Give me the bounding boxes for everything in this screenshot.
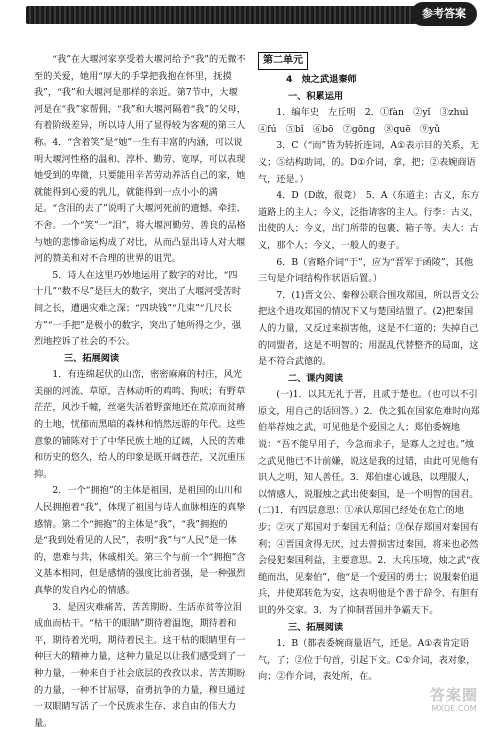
- section-heading: 二、课内阅读: [288, 372, 344, 384]
- paragraph: 6．B（省略介词“于”，应为“晋军于函陵”，其他三句是介词结构作状语后置。）: [258, 256, 474, 285]
- paragraph: 1．有连绵起伏的山峦，密密麻麻的村庄，风光美丽的河流、草原，吉林动听的鸡鸣、狗吠；有野草茫茫，风沙千幢，丝毫失活着野蛮地还在荒凉而贫瘠的土地，忧郁而黑暗的森林和悄然远游的年代。这些意象的铺陈对于了中华民族土地的辽阔，人民的苦难和历史的悠久，给人的印象是既开阔苍茫，又沉重压抑。: [34, 369, 246, 480]
- watermark-url: MXQE.COM: [431, 704, 477, 713]
- header-decor-band: [26, 6, 436, 24]
- right-column: [258, 52, 480, 686]
- section-heading: 三、拓展阅读: [64, 352, 120, 364]
- paragraph: 3．C（“而”皆为转折连词，A①表示目的关系，无义；⑤结构助词，的。D①介词，拿，把；②表婉商语气，还是。）: [258, 140, 479, 185]
- watermark: [416, 686, 492, 716]
- lesson-title: 4 烛之武退秦师: [286, 74, 357, 85]
- paragraph: 7．(1)晋文公、秦穆公联合围攻郑国，所以晋文公把这个进攻郑国的情况下又与楚国结盟了。(2)把秦国人的力量，又反过来损害他，这是不仁道的；失掉自己的同盟者，这是不明智的；用混乱代替整齐的局面，这是不符合武德的。: [258, 289, 479, 368]
- paragraph: 1．编年史 左丘明 2．①fàn ②yǐ ③zhuì ④fú ⑤bǐ ⑥bō ⑦gōng ⑧quē ⑨yǔ: [258, 107, 478, 135]
- paragraph: 5．诗人在这里巧妙地运用了数字的对比，“四十几”“数不尽”是巨大的数字，突出了大堰河受苦时间之长，遭遇灾难之深；“四块钱”“几束”“几尺长方”“一手把”是极小的数字，突出了她所得之少，强烈地控诉了社会的不公。: [34, 269, 242, 348]
- watermark-logo-text: 答案圈: [429, 686, 478, 704]
- paragraph: 1．B（都表委婉商量语气，还是。A①表肯定语气，了；②位于句首，引起下文。C①介词，表对象，向；②作介词，表处所，在。: [258, 638, 476, 683]
- page-header: [0, 0, 500, 36]
- paragraph: 4．D（D敢，很竟） 5．A（东道主：古义，东方道路上的主人；今义，泛指请客的主人。行李：古义，出使的人；今义，出门所带的包裹、箱子等。夫人：古义，那个人；今义，一般人的妻子。: [258, 190, 480, 251]
- paragraph: 3．是因灾难痛苦、苦苦期盼、生活赤贫等泣泪成血而枯干。“枯干的眼睛”期待着温饱，期待着和平，期待着光明，期待着民主。这干枯的眼睛里有一种巨大的精神力量，这种力量足以让我们感受到了一种力量，一种来自于社会底层的孜孜以求、苦苦期盼的力量，一种不甘屈辱，奋勇抗争的力量，穆旦通过一双眼睛写活了一个民族求生存、求自由的伟大力量。: [34, 601, 246, 729]
- paragraph: 2．一个“拥抱”的主体是祖国，是祖国的山川和人民拥抱着“我”，体现了祖国与诗人血脉相连的真挚感情。第二个“拥抱”的主体是“我”，“我”拥抱的是“我到处看见的人民”，表明“我”与“人民”是一体的，患难与共，休戚相关。第三个与前一个“拥抱”含义基本相同，但是感情的强度比前者强，是一种强烈真挚的发自内心的情感。: [34, 485, 246, 596]
- section-heading: 一、积累运用: [288, 90, 344, 102]
- left-column: [34, 52, 246, 732]
- paragraph: “我”在大堰河家享受着大堰河给予“我”的无微不至的关爱，她用“厚大的手掌把我抱在怀里，抚摸我”，“我”和大堰河是那样的亲近。第7节中，大堰河是在“我”家帮佣，“我”和大堰河隔着“我”的父母，有着阶级差异，所以诗人用了显得较为客观的第三人称。4．“含着笑”是“她”一生有丰富的内涵，可以说明大堰河性格的温和、淳朴、勤劳、宽厚，可以表现她受到的卑微，只要能用辛苦劳动养活自己的家，她就能得到心爱的乳儿，就能得到一点小小的满足。“含泪的去了”说明了大堰河死前的遗憾、牵挂、不舍。一个“笑”一“泪”，将大堰河勤劳、善良的品格与她的悲惨命运构成了对比，从而凸显出诗人对大堰河的赞美和对不合理的世界的诅咒。: [34, 54, 246, 265]
- answer-tag: 参考答案: [411, 2, 477, 26]
- section-heading: 三、拓展阅读: [288, 621, 344, 633]
- paragraph: (一)1．以其无礼于晋，且贰于楚也。（也可以不引原文，用自己的话回答。）2．佚之狐在国家危难时向郑伯举荐烛之武，可见他是个爱国之人；郑伯委婉地说：“吾不能早用子，今急而求子，是寡人之过也。”烛之武见他已不计前嫌，说这是我的过错，由此可见他有识人之明，知人善任。3．郑伯虚心诚恳，以理服人，以情感人，说服烛之武出使秦国，是一个明智的国君。(二)1．有四层意思：①承认郑国已经处在危亡的地步；②灭了郑国对于秦国无利益；③保存郑国对秦国有利；④晋国贪得无厌，过去曾损害过秦国，将来也必然会侵犯秦国利益，主要意思。2．大兵压境，烛之武“夜缒而出，见秦伯”，他“是一个爱国的勇士；说服秦伯退兵，并使郑转危为安，这表明他是个善于辞令、有胆有识的外交家。3．为了抑制晋国并争霸天下。: [258, 389, 480, 616]
- unit-title: 第二单元: [258, 52, 308, 70]
